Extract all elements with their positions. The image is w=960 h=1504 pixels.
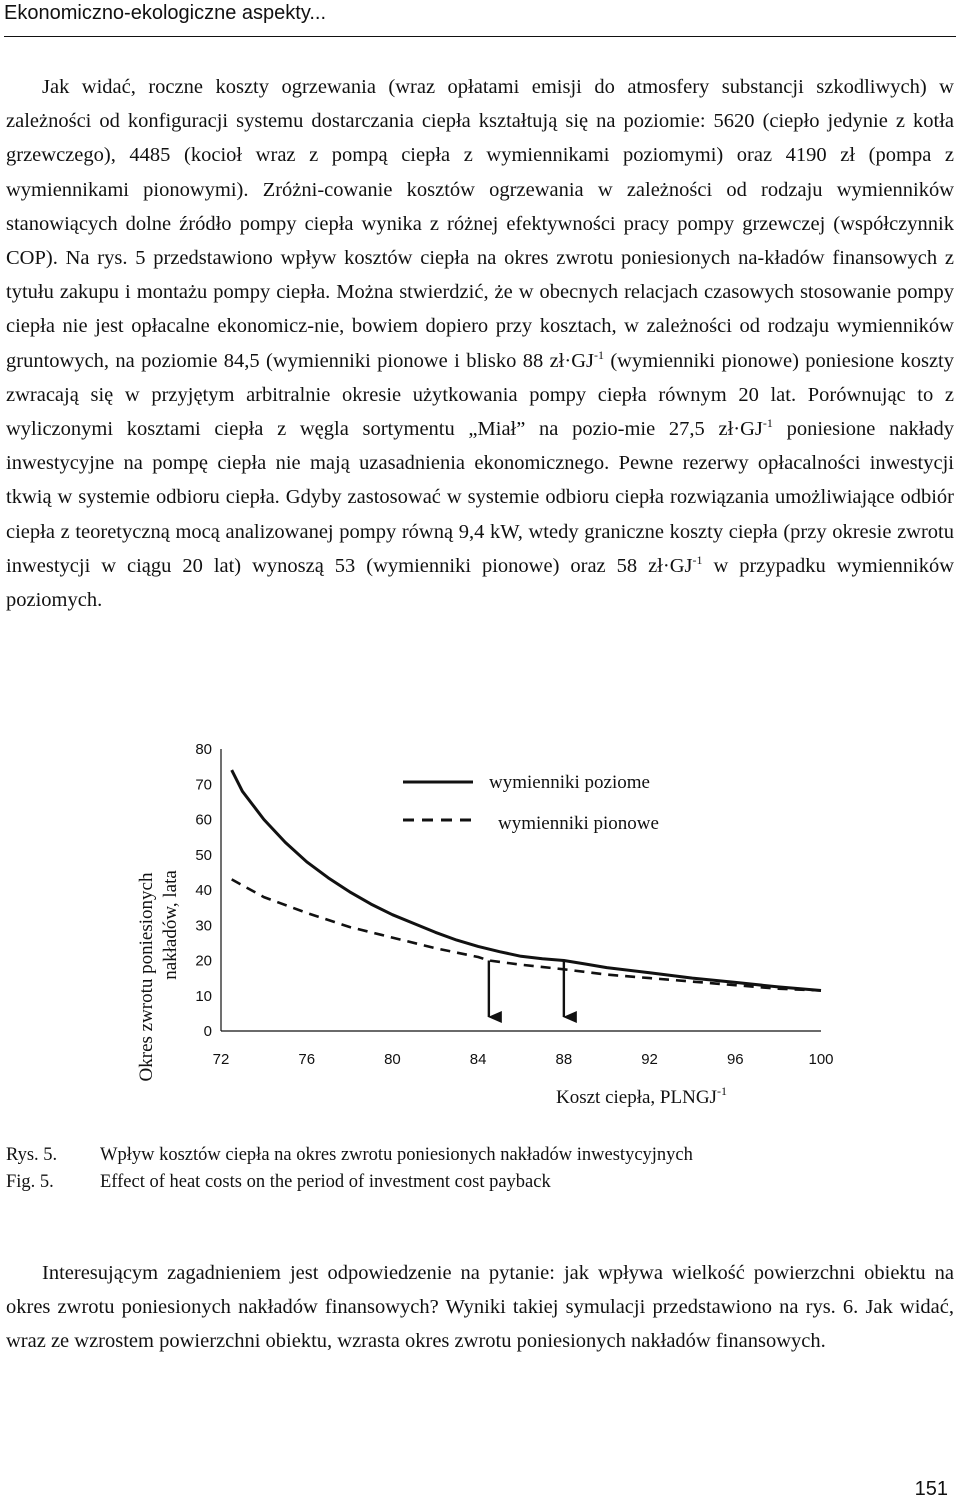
unit-superscript: -1 — [593, 347, 604, 362]
legend-label-horizontal: wymienniki poziome — [489, 772, 650, 793]
x-tick-label: 76 — [298, 1051, 316, 1068]
y-tick-label: 70 — [195, 776, 212, 794]
x-tick-label: 84 — [469, 1051, 487, 1068]
paragraph-1-text-g: poniesione nakłady inwestycyjne na pompę ciepła nie mają uzasadnienia ekonomicznego. Pewne rezerwy opłacalności inwestycji tkwią w systemie odbioru ciepła. Gdyby zastosować w systemie odbioru ciepła rozwiązania umożliwiające odbiór ciepła z teoretyczną mocą analizowanej pompy równą 9,4 kW, wtedy graniczne koszty ciepła (przy okresie zwrotu inwestycji w ciągu 20 lat) wynoszą 53 (wymienniki pionowe) oraz 58 zł·GJ — [6, 418, 954, 577]
x-axis-title-superscript: -1 — [716, 1084, 727, 1098]
series-line-vertical-exchangers — [232, 879, 821, 990]
paragraph-1-text-a: Jak widać, roczne koszty ogrzewania (wraz opłatami emisji do atmosfery substancji szkodliwych) w zależności od konfiguracji systemu dostarczania ciepła kształtują się na poziomie: 5620 (ciepło jedynie z kotła grzewczego), 4485 (kocioł wraz z pompą ciepła z wymiennikami poziomymi) oraz 4190 zł (pompa z wymiennikami pionowymi). Zróżni- — [6, 76, 954, 201]
caption-polish-label: Rys. 5. — [6, 1145, 58, 1165]
payback-chart — [0, 725, 960, 1145]
caption-english-label: Fig. 5. — [6, 1172, 54, 1192]
x-tick-label: 88 — [555, 1051, 573, 1068]
paragraph-1-text-d: nie, bowiem dopiero przy kosztach, w zależności od rodzaju wymienników gruntowych, na poziomie 84,5 (wymienniki pionowe i blisko 88 zł·GJ — [6, 315, 954, 372]
paragraph-1-text-h: w przypadku wymienników poziomych. — [6, 554, 955, 612]
y-axis-title-line-2: nakładów, lata — [160, 870, 181, 980]
caption-english — [6, 1169, 946, 1196]
y-tick-label: 60 — [195, 811, 212, 829]
y-tick-label: 40 — [195, 882, 212, 899]
unit-superscript: -1 — [762, 416, 773, 431]
body-paragraph-2 — [6, 1256, 954, 1359]
x-tick-label: 96 — [726, 1051, 744, 1068]
running-header — [4, 0, 956, 37]
caption-polish — [6, 1142, 946, 1169]
y-axis-title — [136, 870, 181, 1082]
paragraph-2-text: Interesującym zagadnieniem jest odpowiedzenie na pytanie: jak wpływa wielkość powierzchni obiektu na okres zwrotu poniesionych nakładów finansowych? Wyniki takiej symulacji przedstawiono na rys. 6. Jak widać, wraz ze wzrostem powierzchni obiektu, wzrasta okres zwrotu poniesionych nakładów finansowych. — [6, 1262, 954, 1353]
y-tick-label: 10 — [195, 987, 212, 1005]
y-tick-label: 50 — [195, 846, 212, 864]
legend — [403, 772, 659, 834]
series-line-horizontal-exchangers — [232, 770, 821, 990]
paragraph-1-text-b: cowanie kosztów ogrzewania w zależności od rodzaju wymienników stanowiących dolne źródło pompy ciepła wynika z różnej efektywności pracy pompy grzewczej (współczynnik COP). Na rys. 5 przedstawiono wpływ kosztów ciepła na okres zwrotu poniesionych na- — [6, 178, 954, 270]
y-tick-label: 0 — [203, 1023, 212, 1040]
x-tick-label: 72 — [212, 1051, 230, 1068]
y-axis-title-line-1: Okres zwrotu poniesionych — [136, 872, 157, 1082]
unit-superscript: -1 — [692, 552, 703, 567]
y-tick-label: 30 — [195, 917, 212, 935]
x-tick-label: 92 — [641, 1051, 658, 1068]
caption-polish-text: Wpływ kosztów ciepła na okres zwrotu poniesionych nakładów inwestycyjnych — [100, 1145, 693, 1165]
paragraph-1-text-c: kładów finansowych z tytułu zakupu i montażu pompy ciepła. Można stwierdzić, że w obecnych relacjach czasowych stosowanie pompy ciepła nie jest opłacalne ekonomicz- — [6, 247, 954, 338]
paragraph-1-text-e: (wymienniki pionowe) poniesione koszty zwracają się w przyjętym arbitralnie okresie użytkowania pompy ciepła równym 20 lat. Porównując to z wyliczonymi kosztami ciepła z węgla sortymentu „Miał” na pozio- — [6, 349, 954, 441]
x-axis-title-text: Koszt ciepła, PLNGJ — [556, 1087, 717, 1108]
x-tick-label: 80 — [384, 1051, 401, 1068]
paragraph-1-text-f: mie 27,5 zł·GJ — [624, 418, 763, 441]
caption-english-text: Effect of heat costs on the period of investment cost payback — [100, 1172, 551, 1192]
figure-caption — [6, 1142, 946, 1196]
running-header-title: Ekonomiczno-ekologiczne aspekty... — [4, 2, 327, 24]
y-tick-label: 80 — [195, 741, 212, 758]
x-axis-title — [556, 1084, 727, 1108]
page-number: 151 — [914, 1478, 948, 1500]
body-paragraph-1 — [6, 70, 954, 617]
x-tick-label: 100 — [808, 1051, 834, 1068]
y-tick-label: 20 — [195, 952, 212, 970]
legend-label-vertical: wymienniki pionowe — [498, 813, 659, 834]
